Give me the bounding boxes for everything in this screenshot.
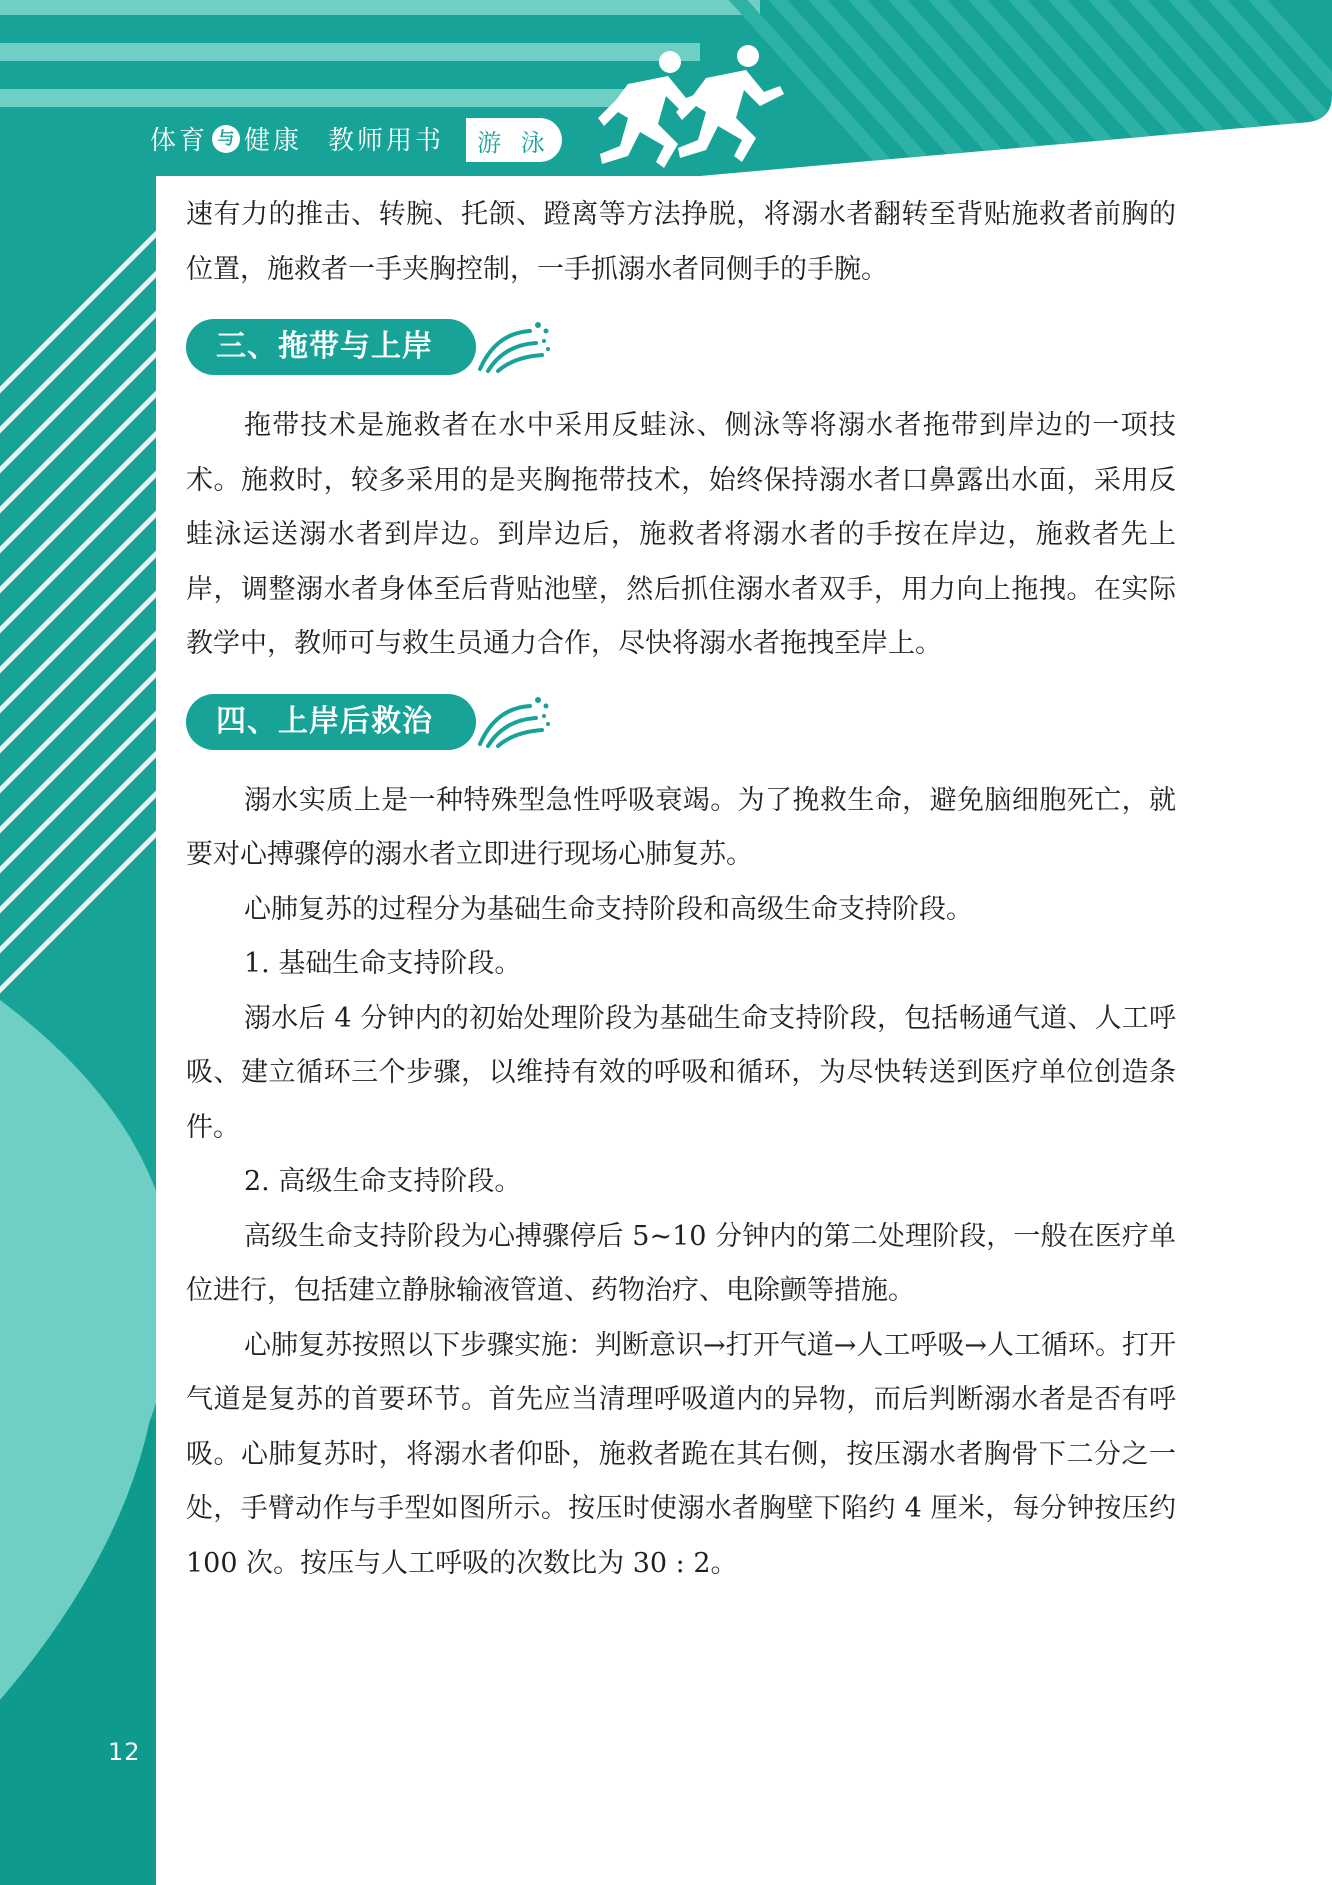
page-content <box>186 188 1176 1591</box>
section-heading-title: 四、上岸后救治 <box>216 703 433 739</box>
intro-paragraph: 速有力的推击、转腕、托颌、蹬离等方法挣脱，将溺水者翻转至背贴施救者前胸的位置，施救者一手夹胸控制，一手抓溺水者同侧手的手腕。 <box>186 199 1176 285</box>
book-title-part1: 体育 <box>150 126 209 156</box>
wave-splash-icon <box>474 694 552 750</box>
page-number: 12 <box>108 1738 141 1766</box>
book-title-and-badge: 与 <box>212 125 240 153</box>
subject-tag: 游 泳 <box>466 118 562 162</box>
section4-list-heading: 2. 高级生命支持阶段。 <box>244 1166 522 1197</box>
section4-paragraph: 高级生命支持阶段为心搏骤停后 5~10 分钟内的第二处理阶段，一般在医疗单位进行，包括建立静脉输液管道、药物治疗、电除颤等措施。 <box>186 1220 1176 1306</box>
section-heading-4 <box>186 694 1176 750</box>
book-title <box>150 120 444 157</box>
section4-paragraph: 心肺复苏的过程分为基础生命支持阶段和高级生命支持阶段。 <box>244 893 973 925</box>
book-title-part3: 教师用书 <box>328 126 445 156</box>
section4-paragraph: 溺水实质上是一种特殊型急性呼吸衰竭。为了挽救生命，避免脑细胞死亡，就要对心搏骤停的溺水者立即进行现场心肺复苏。 <box>186 784 1176 870</box>
section4-list-heading: 1. 基础生命支持阶段。 <box>244 948 522 979</box>
section-heading-title: 三、拖带与上岸 <box>216 329 433 364</box>
section-heading-3 <box>186 319 1176 375</box>
section4-paragraph: 心肺复苏按照以下步骤实施：判断意识→打开气道→人工呼吸→人工循环。打开气道是复苏的首要环节。首先应当清理呼吸道内的异物，而后判断溺水者是否有呼吸。心肺复苏时，将溺水者仰卧，施救者跪在其右侧，按压溺水者胸骨下二分之一处，手臂动作与手型如图所示。按压时使溺水者胸壁下陷约 4 厘米，每分钟按压约 100 次。按压与人工呼吸的次数比为 30 : 2。 <box>186 1329 1176 1579</box>
wave-splash-icon <box>474 319 552 375</box>
book-title-part2: 健康 <box>244 126 303 156</box>
section4-paragraph: 溺水后 4 分钟内的初始处理阶段为基础生命支持阶段，包括畅通气道、人工呼吸、建立循环三个步骤，以维持有效的呼吸和循环，为尽快转送到医疗单位创造条件。 <box>186 1002 1176 1143</box>
section3-paragraph: 拖带技术是施救者在水中采用反蛙泳、侧泳等将溺水者拖带到岸边的一项技术。施救时，较多采用的是夹胸拖带技术，始终保持溺水者口鼻露出水面，采用反蛙泳运送溺水者到岸边。到岸边后，施救者将溺水者的手按在岸边，施救者先上岸，调整溺水者身体至后背贴池壁，然后抓住溺水者双手，用力向上拖拽。在实际教学中，教师可与救生员通力合作，尽快将溺水者拖拽至岸上。 <box>186 410 1176 659</box>
